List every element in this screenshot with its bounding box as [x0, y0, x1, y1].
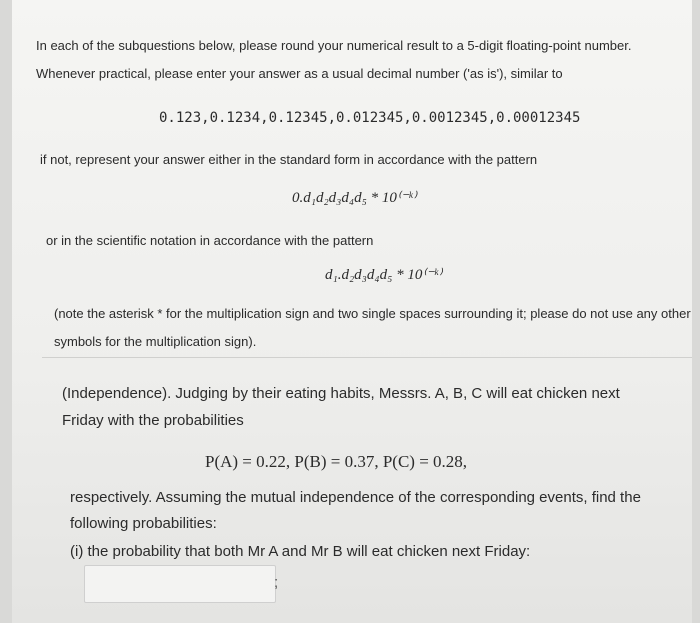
subquestion-i-prompt: (i) the probability that both Mr A and Mr B will eat chicken next Friday:: [70, 543, 531, 560]
scientific-notation-pattern: d₁.d₂d₃d₄d₅ * 10⁽⁻ᵏ⁾: [325, 267, 442, 283]
instruction-line-4: or in the scientific notation in accordance with the pattern: [46, 233, 374, 248]
question-intro-line-2: Friday with the probabilities: [62, 412, 244, 429]
question-intro-line-1: (Independence). Judging by their eating habits, Messrs. A, B, C will eat chicken next: [62, 385, 620, 402]
decimal-examples: 0.123,0.1234,0.12345,0.012345,0.0012345,0.00012345: [159, 110, 581, 126]
answer-semicolon: ;: [274, 574, 279, 591]
probability-formula: P(A) = 0.22, P(B) = 0.37, P(C) = 0.28,: [205, 452, 468, 471]
note-line-2: symbols for the multiplication sign).: [54, 334, 257, 349]
instruction-line-1: In each of the subquestions below, please round your numerical result to a 5-digit floating-point number.: [36, 38, 632, 53]
note-line-1: (note the asterisk * for the multiplication sign and two single spaces surrounding it; please do not use any other: [54, 306, 691, 321]
instruction-line-3: if not, represent your answer either in the standard form in accordance with the pattern: [40, 152, 538, 167]
standard-form-pattern: 0.d₁d₂d₃d₄d₅ * 10⁽⁻ᵏ⁾: [292, 190, 417, 206]
assumption-line-2: following probabilities:: [70, 515, 217, 532]
answer-input-i[interactable]: [84, 565, 279, 603]
assumption-line-1: respectively. Assuming the mutual independence of the corresponding events, find the: [70, 489, 641, 506]
section-divider: [42, 357, 692, 358]
question-page: [12, 0, 692, 623]
instruction-line-2: Whenever practical, please enter your answer as a usual decimal number ('as is'), similar to: [36, 66, 563, 81]
